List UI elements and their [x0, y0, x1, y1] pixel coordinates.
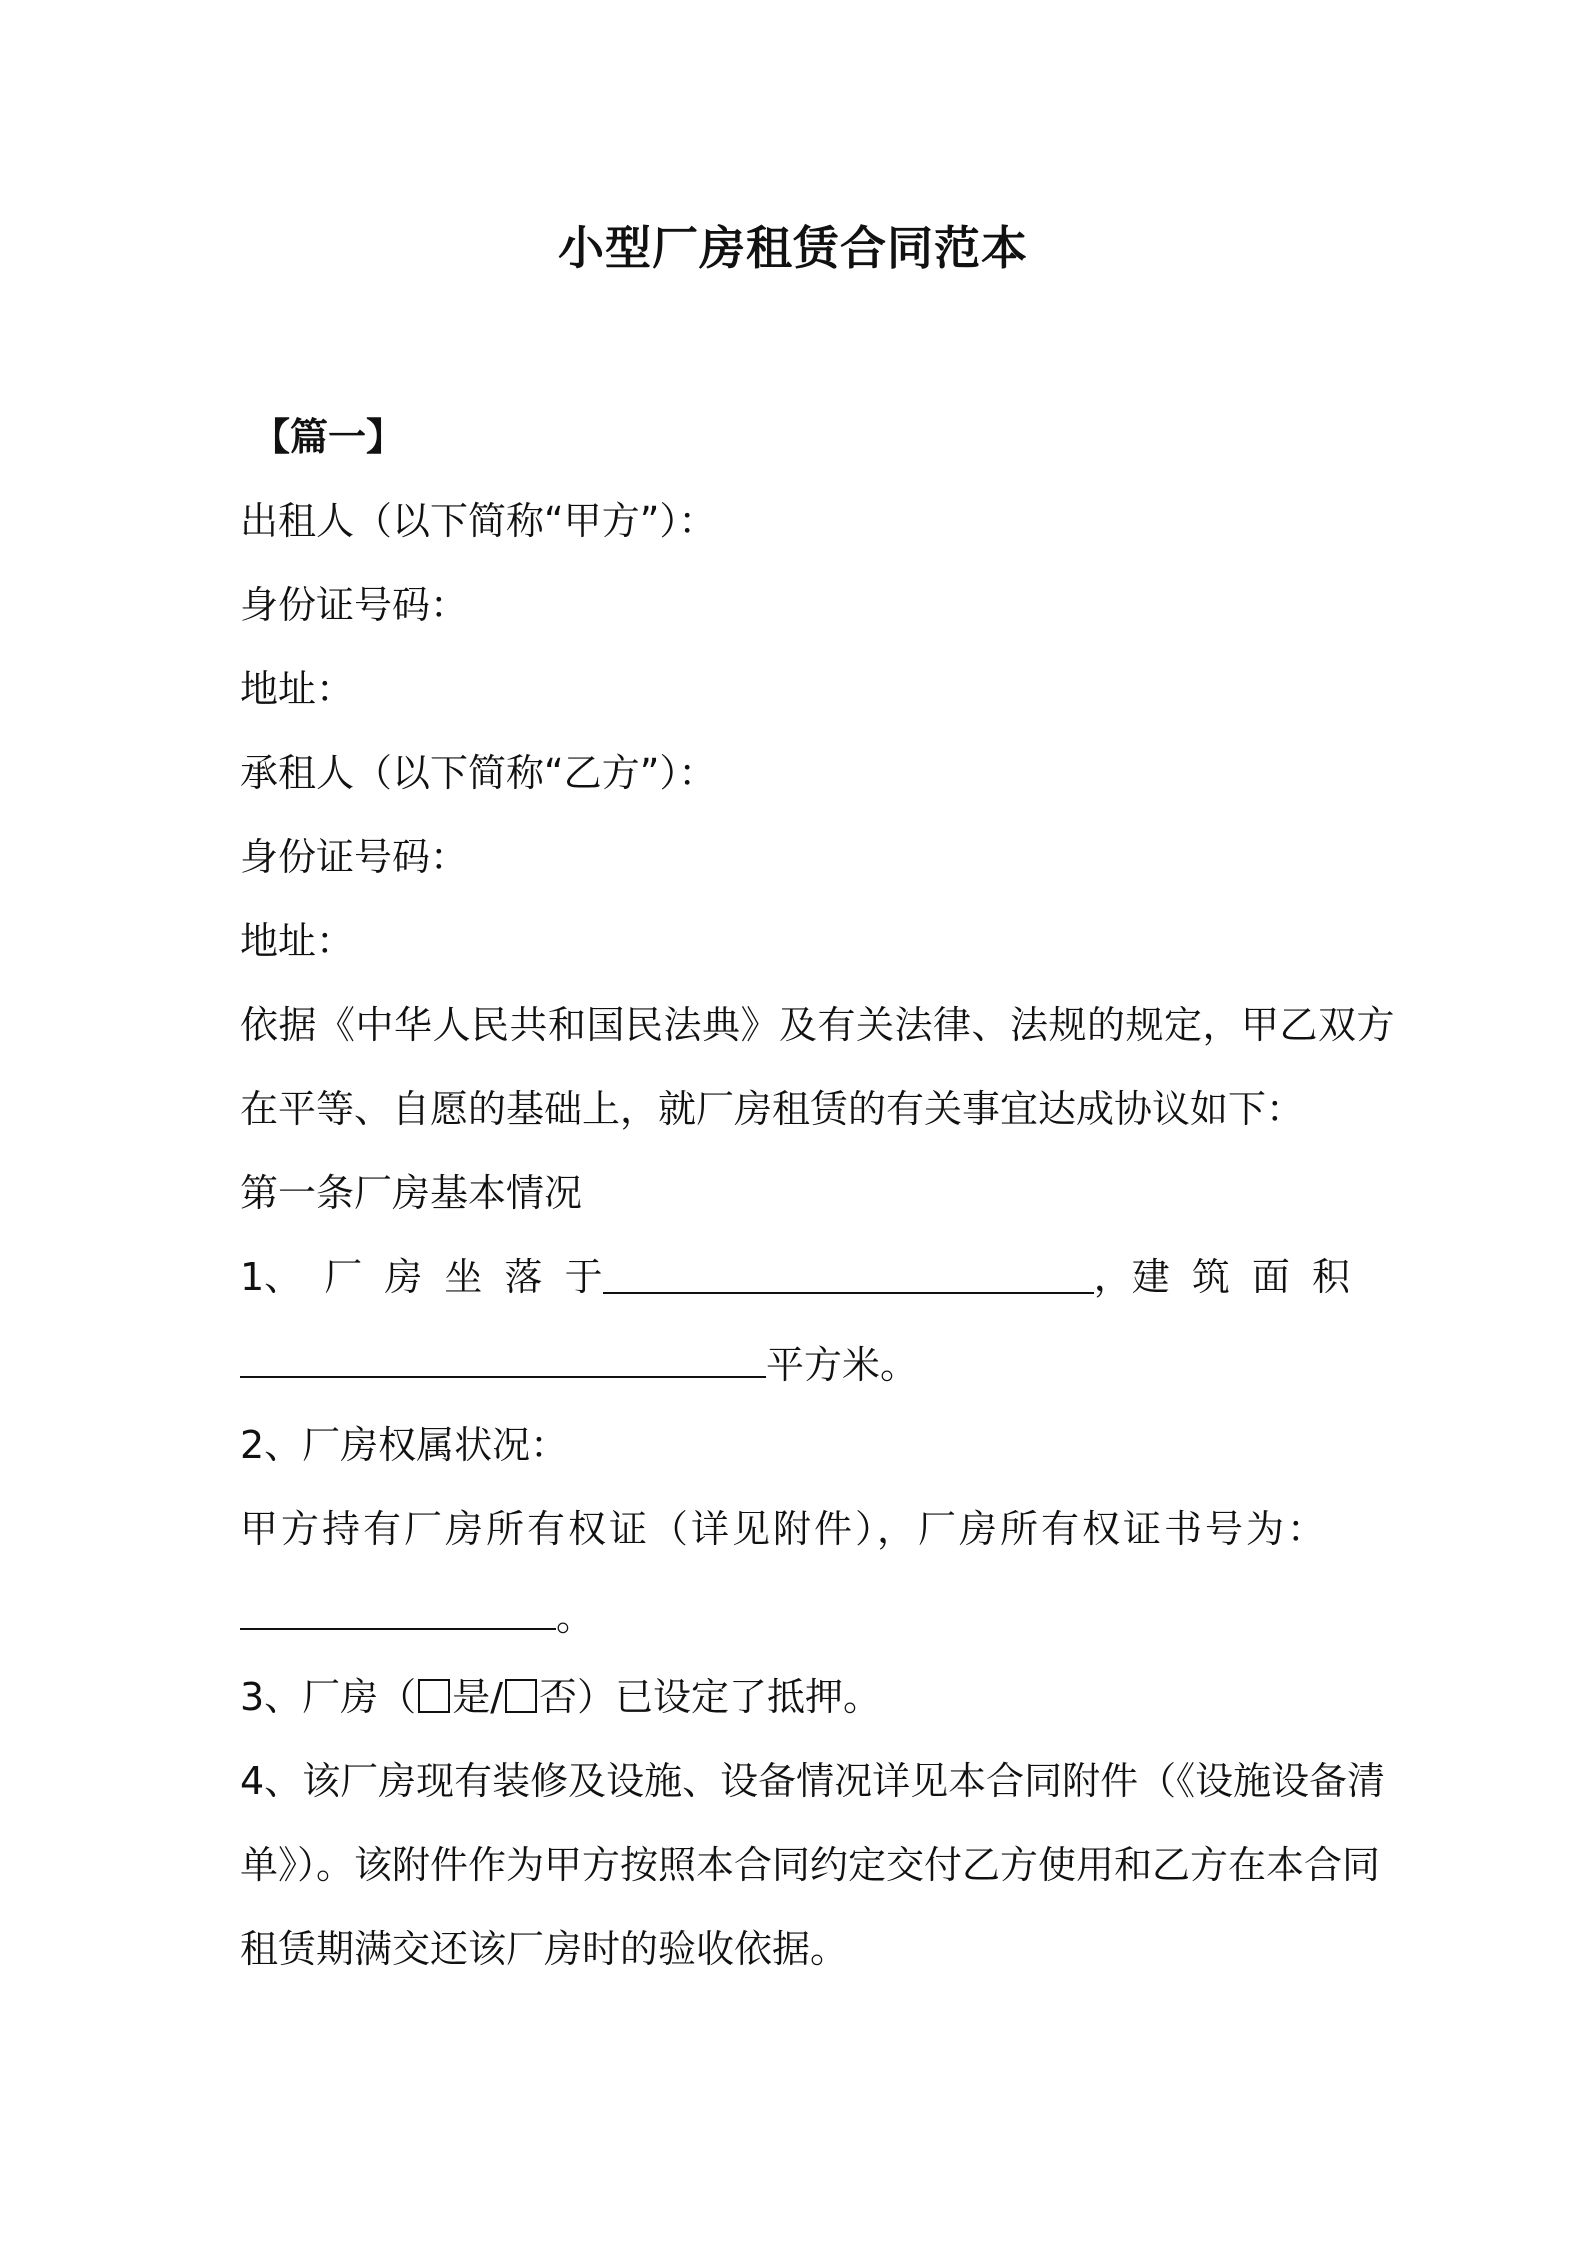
item-2-line-2 — [240, 1588, 1350, 1638]
item-1-unit: 平方米。 — [766, 1343, 919, 1387]
item-1-suffix: 建 筑 面 积 — [1131, 1255, 1350, 1299]
lessor-address-line: 地址： — [240, 667, 355, 711]
location-blank — [603, 1252, 1094, 1294]
document-title: 小型厂房租赁合同范本 — [558, 221, 1028, 275]
item-4-line-1: 4、该厂房现有装修及设施、设备情况详见本合同附件（《设施设备清 — [240, 1759, 1386, 1803]
item-3-line — [240, 1672, 1350, 1722]
item-1-line-1 — [240, 1252, 1350, 1302]
no-checkbox[interactable] — [505, 1679, 537, 1713]
item-3-no: 否）已设定了抵押。 — [539, 1675, 882, 1719]
item-2-end: 。 — [556, 1595, 595, 1639]
lessee-line: 承租人（以下简称“乙方”）： — [240, 751, 717, 795]
lessor-line: 出租人（以下简称“甲方”）： — [240, 499, 717, 543]
item-2-text: 甲方持有厂房所有权证（详见附件），厂房所有权证书号为： — [240, 1507, 1329, 1551]
item-3-prefix: 3、厂房（ — [240, 1675, 417, 1719]
section-label: 【篇一】 — [252, 415, 405, 459]
lessee-address-line: 地址： — [240, 919, 355, 963]
yes-checkbox[interactable] — [418, 1679, 450, 1713]
certificate-number-blank — [240, 1588, 556, 1630]
item-4-line-3: 租赁期满交还该厂房时的验收依据。 — [240, 1927, 849, 1971]
item-1-prefix: 1、 厂 房 坐 落 于 — [240, 1255, 603, 1299]
lessee-id-line: 身份证号码： — [240, 835, 469, 879]
article-1-heading: 第一条厂房基本情况 — [240, 1171, 583, 1215]
item-1-line-2 — [240, 1336, 1350, 1386]
preamble-line-1: 依据《中华人民共和国民法典》及有关法律、法规的规定，甲乙双方 — [240, 1003, 1396, 1047]
item-2-heading: 2、厂房权属状况： — [240, 1423, 569, 1467]
area-blank — [240, 1336, 766, 1378]
item-1-comma: ， — [1093, 1255, 1132, 1299]
preamble-line-2: 在平等、自愿的基础上，就厂房租赁的有关事宜达成协议如下： — [240, 1087, 1305, 1131]
item-3-yes: 是/ — [452, 1675, 503, 1719]
lessor-id-line: 身份证号码： — [240, 583, 469, 627]
item-4-line-2: 单》）。该附件作为甲方按照本合同约定交付乙方使用和乙方在本合同 — [240, 1843, 1381, 1887]
